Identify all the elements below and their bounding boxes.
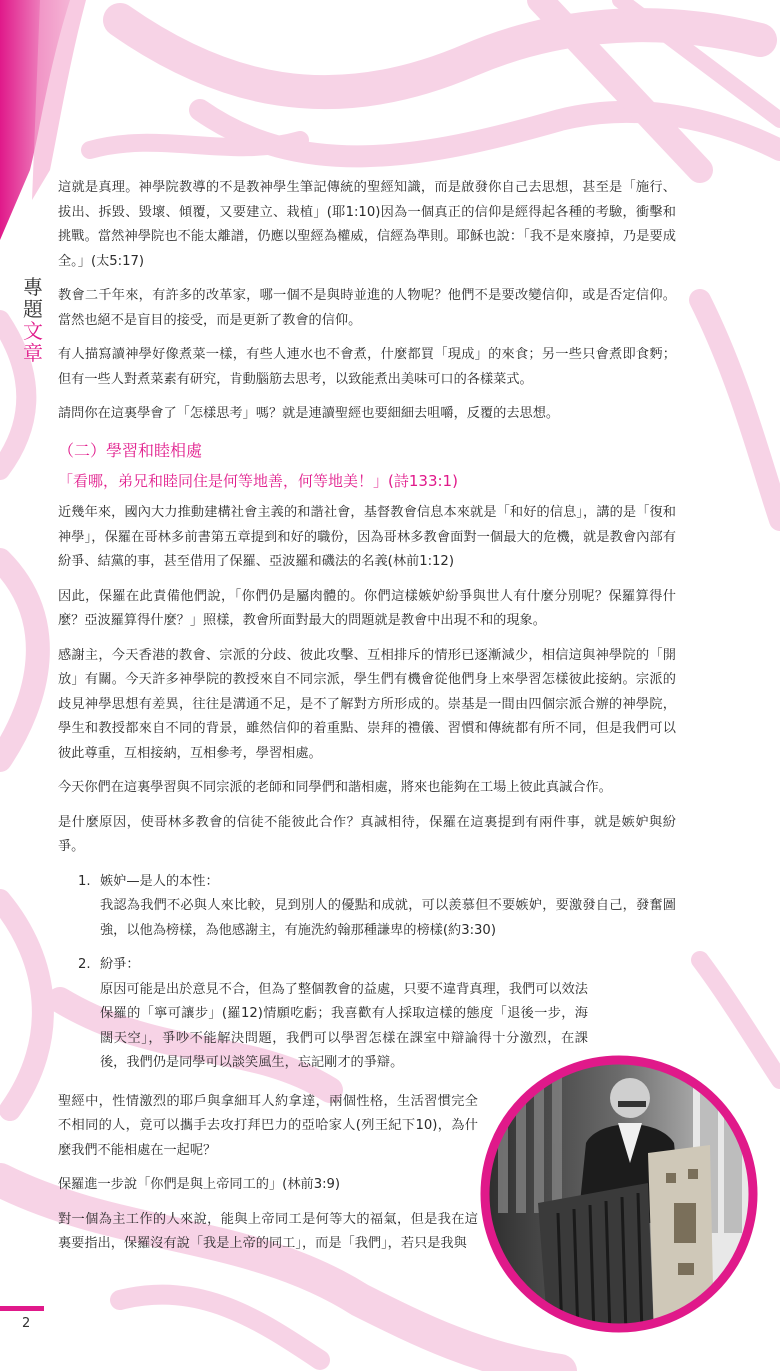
paragraph: 教會二千年來，有許多的改革家，哪一個不是與時並進的人物呢？他們不是要改變信仰，或是否定信仰。當然也絕不是盲目的接受，而是更新了教會的信仰。 [58, 288, 676, 328]
section-heading: （二）學習和睦相處 [58, 440, 203, 460]
paragraph: 是什麼原因，使哥林多教會的信徒不能彼此合作？真誠相待，保羅在這裏提到有兩件事，就是嫉妒與紛爭。 [58, 814, 676, 854]
page-number-bar [0, 1306, 44, 1311]
paragraph: 近幾年來，國內大力推動建構社會主義的和諧社會，基督教會信息本來就是「和好的信息」，講的是「復和神學」，保羅在哥林多前書第五章提到和好的職份，因為哥林多教會面對一個最大的危機，就是教會內部有紛爭、結黨的事，甚至借用了保羅、亞波羅和磯法的名義(林前1:12) [58, 505, 676, 569]
section-label-char: 專 [23, 275, 43, 299]
list-item-body: 我認為我們不必與人來比較，見到別人的優點和成就，可以羨慕但不要嫉妒，要激發自己，發奮圖強，以他為榜樣，為他感謝主，有施洗約翰那種謙卑的榜樣(約3:30) [100, 898, 676, 938]
section-label-char: 文 [23, 319, 43, 343]
list-item-number: 2. [78, 957, 91, 972]
paragraph: 請問你在這裏學會了「怎樣思考」嗎？就是連讀聖經也要細細去咀嚼，反覆的去思想。 [58, 406, 560, 421]
list-item-title: 紛爭： [100, 957, 140, 972]
paragraph: 聖經中，性情激烈的耶戶與拿細耳人約拿達，兩個性格，生活習慣完全不相同的人，竟可以攜手去攻打拜巴力的亞哈家人(列王紀下10)，為什麼我們不能相處在一起呢？ [58, 1093, 478, 1158]
paragraph: 這就是真理。神學院教導的不是教神學生筆記傳統的聖經知識，而是啟發你自己去思想，甚至是「施行、拔出、拆毀、毀壞、傾覆，又要建立、栽植」(耶1:10)因為一個真正的信仰是經得起各種的考驗，衝擊和挑戰。當然神學院也不能太離譜，仍應以聖經為權威，信經為準則。耶穌也說：「我不是來廢掉，乃是要成全。」(太5:17) [58, 180, 676, 269]
paragraph: 因此，保羅在此責備他們說，「你們仍是屬肉體的。你們這樣嫉妒紛爭與世人有什麼分別呢？保羅算得什麼？亞波羅算得什麼？」照樣，教會所面對最大的問題就是教會中出現不和的現象。 [58, 588, 676, 628]
list-item [78, 870, 676, 944]
section-label [18, 276, 48, 364]
list-item-head [78, 953, 676, 978]
list-item-number: 1. [78, 873, 91, 889]
section-label-char: 章 [23, 341, 43, 365]
paragraph: 今天你們在這裏學習與不同宗派的老師和同學們和諧相處，將來也能夠在工場上彼此真誠合作。 [58, 780, 612, 795]
paragraph: 感謝主，今天香港的教會、宗派的分歧、彼此攻擊、互相排斥的情形已逐漸減少，相信這與神學院的「開放」有關。今天許多神學院的教授來自不同宗派，學生們有機會從他們身上來學習怎樣彼此接納。宗派的歧見神學思想有差異，往往是溝通不足，是不了解對方所形成的。崇基是一間由四個宗派合辦的神學院，學生和教授都來自不同的背景，雖然信仰的着重點、崇拜的禮儀、習慣和傳統都有所不同，但是我們可以彼此尊重，互相接納，互相參考，學習相處。 [58, 647, 676, 761]
list-item-body: 原因可能是出於意見不合，但為了整個教會的益處，只要不違背真理，我們可以效法保羅的「寧可讓步」(羅12)情願吃虧；我喜歡有人採取這樣的態度「退後一步，海闊天空」，爭吵不能解決問題，我們可以學習怎樣在課室中辯論得十分激烈，在課後，我們仍是同學可以談笑風生，忘記剛才的爭辯。 [100, 981, 588, 1070]
section-label-char: 題 [23, 297, 43, 321]
list-item-head [78, 870, 676, 895]
speaker-photo [478, 1053, 760, 1335]
paragraph: 保羅進一步說「你們是與上帝同工的」(林前3:9) [58, 1177, 341, 1192]
paragraph: 對一個為主工作的人來說，能與上帝同工是何等大的福氣，但是我在這裏要指出，保羅沒有說「我是上帝的同工」，而是「我們」，若只是我與 [58, 1211, 478, 1251]
scripture-quote: 「看哪，弟兄和睦同住是何等地善，何等地美！」(詩133:1) [58, 471, 458, 490]
list-item-title: 嫉妒—是人的本性： [100, 873, 219, 889]
numbered-list [58, 870, 676, 1076]
paragraph: 有人描寫讀神學好像煮菜一樣，有些人連水也不會煮，什麼都買「現成」的來食；另一些只會煮即食麪；但有一些人對煮菜素有研究，肯動腦筋去思考，以致能煮出美味可口的各樣菜式。 [58, 347, 676, 387]
page-number: 2 [22, 1316, 31, 1331]
